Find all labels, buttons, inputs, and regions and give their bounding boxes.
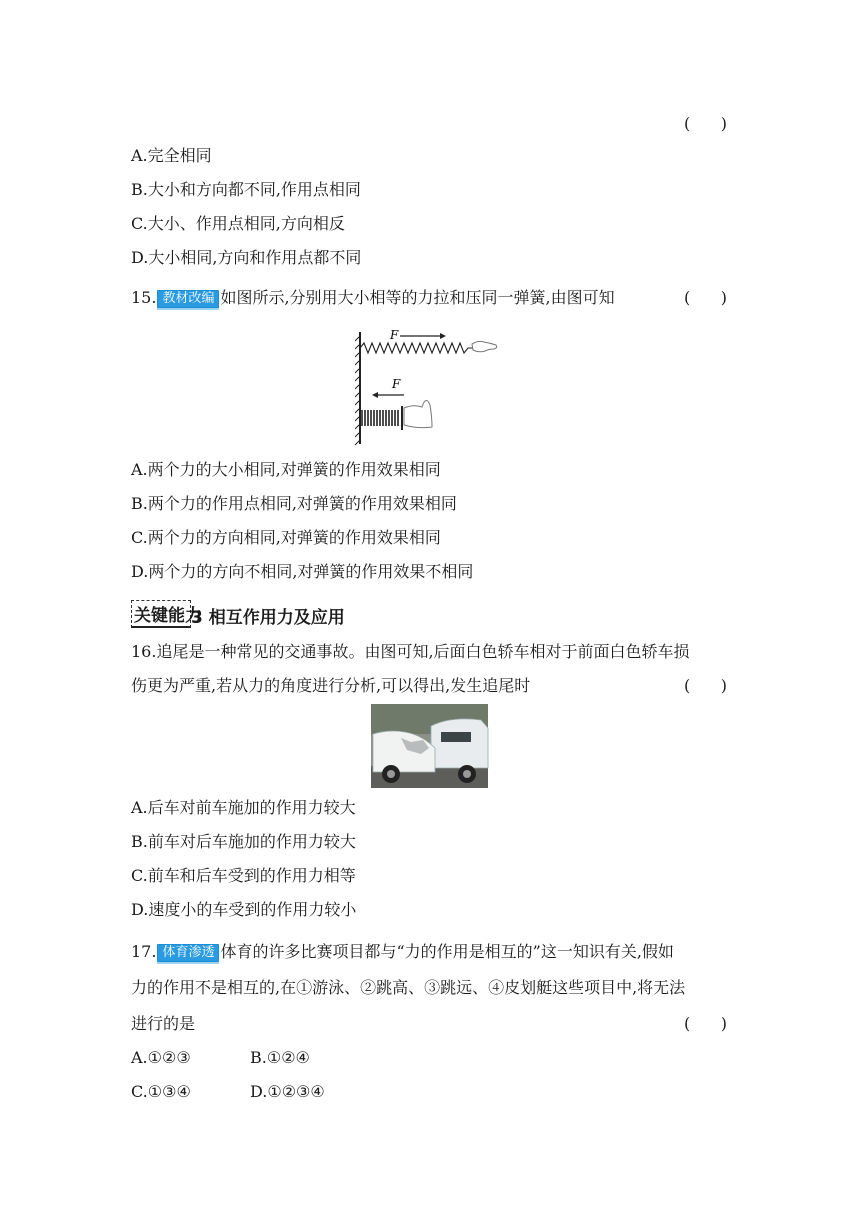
answer-paren: ( ) <box>684 676 727 695</box>
push-arrowhead-icon <box>372 392 378 398</box>
pull-arrowhead-icon <box>440 333 446 339</box>
q15-option-c: C.两个力的方向相同,对弹簧的作用效果相同 <box>131 528 441 547</box>
q16-stem-line1: 16.追尾是一种常见的交通事故。由图可知,后面白色轿车相对于前面白色轿车损 <box>131 642 690 661</box>
pulling-hand-icon <box>472 341 497 351</box>
q14-option-b: B.大小和方向都不同,作用点相同 <box>131 180 361 199</box>
q15-stem <box>131 288 615 308</box>
force-label-top: F <box>390 328 399 342</box>
q17-option-d: D.①②③④ <box>250 1082 325 1101</box>
q14-option-c: C.大小、作用点相同,方向相反 <box>131 214 345 233</box>
q14-option-a: A.完全相同 <box>131 146 212 165</box>
answer-paren: ( ) <box>684 114 727 133</box>
q15-option-d: D.两个力的方向不相同,对弹簧的作用效果不相同 <box>131 562 474 581</box>
q16-option-a: A.后车对前车施加的作用力较大 <box>131 798 356 817</box>
q16-option-c: C.前车和后车受到的作用力相等 <box>131 866 356 885</box>
question-number: 17. <box>131 942 157 961</box>
stretched-spring <box>360 343 474 353</box>
answer-paren: ( ) <box>684 1014 727 1033</box>
q17-stem-line3: 进行的是 <box>131 1014 196 1033</box>
key-ability-label: 关键能力 <box>131 600 191 628</box>
question-text: 体育的许多比赛项目都与“力的作用是相互的”这一知识有关,假如 <box>220 942 674 961</box>
answer-paren: ( ) <box>684 288 727 307</box>
q16-option-b: B.前车对后车施加的作用力较大 <box>131 832 356 851</box>
pushing-hand-icon <box>404 400 432 427</box>
q17-option-a: A.①②③ <box>131 1048 191 1067</box>
car-crash-photo <box>371 704 488 788</box>
q17-stem-line1 <box>131 942 674 962</box>
q15-option-b: B.两个力的作用点相同,对弹簧的作用效果相同 <box>131 494 457 513</box>
spring-figure <box>350 330 500 446</box>
section-title: 3 相互作用力及应用 <box>191 608 345 628</box>
compressed-spring <box>362 410 398 426</box>
q15-option-a: A.两个力的大小相同,对弹簧的作用效果相同 <box>131 460 441 479</box>
q17-stem-line2: 力的作用不是相互的,在①游泳、②跳高、③跳远、④皮划艇这些项目中,将无法 <box>131 978 686 997</box>
section-heading <box>131 600 345 628</box>
textbook-adapted-tag: 教材改编 <box>157 290 219 308</box>
q17-option-b: B.①②④ <box>250 1048 310 1067</box>
q14-option-d: D.大小相同,方向和作用点都不同 <box>131 248 362 267</box>
sports-integration-tag: 体育渗透 <box>157 944 219 962</box>
q16-stem-line2: 伤更为严重,若从力的角度进行分析,可以得出,发生追尾时 <box>131 676 531 695</box>
front-car <box>431 719 488 768</box>
q17-option-c: C.①③④ <box>131 1082 191 1101</box>
q16-option-d: D.速度小的车受到的作用力较小 <box>131 900 357 919</box>
force-label-bottom: F <box>392 377 401 391</box>
question-text: 如图所示,分别用大小相等的力拉和压同一弹簧,由图可知 <box>220 288 615 307</box>
question-number: 15. <box>131 288 157 307</box>
